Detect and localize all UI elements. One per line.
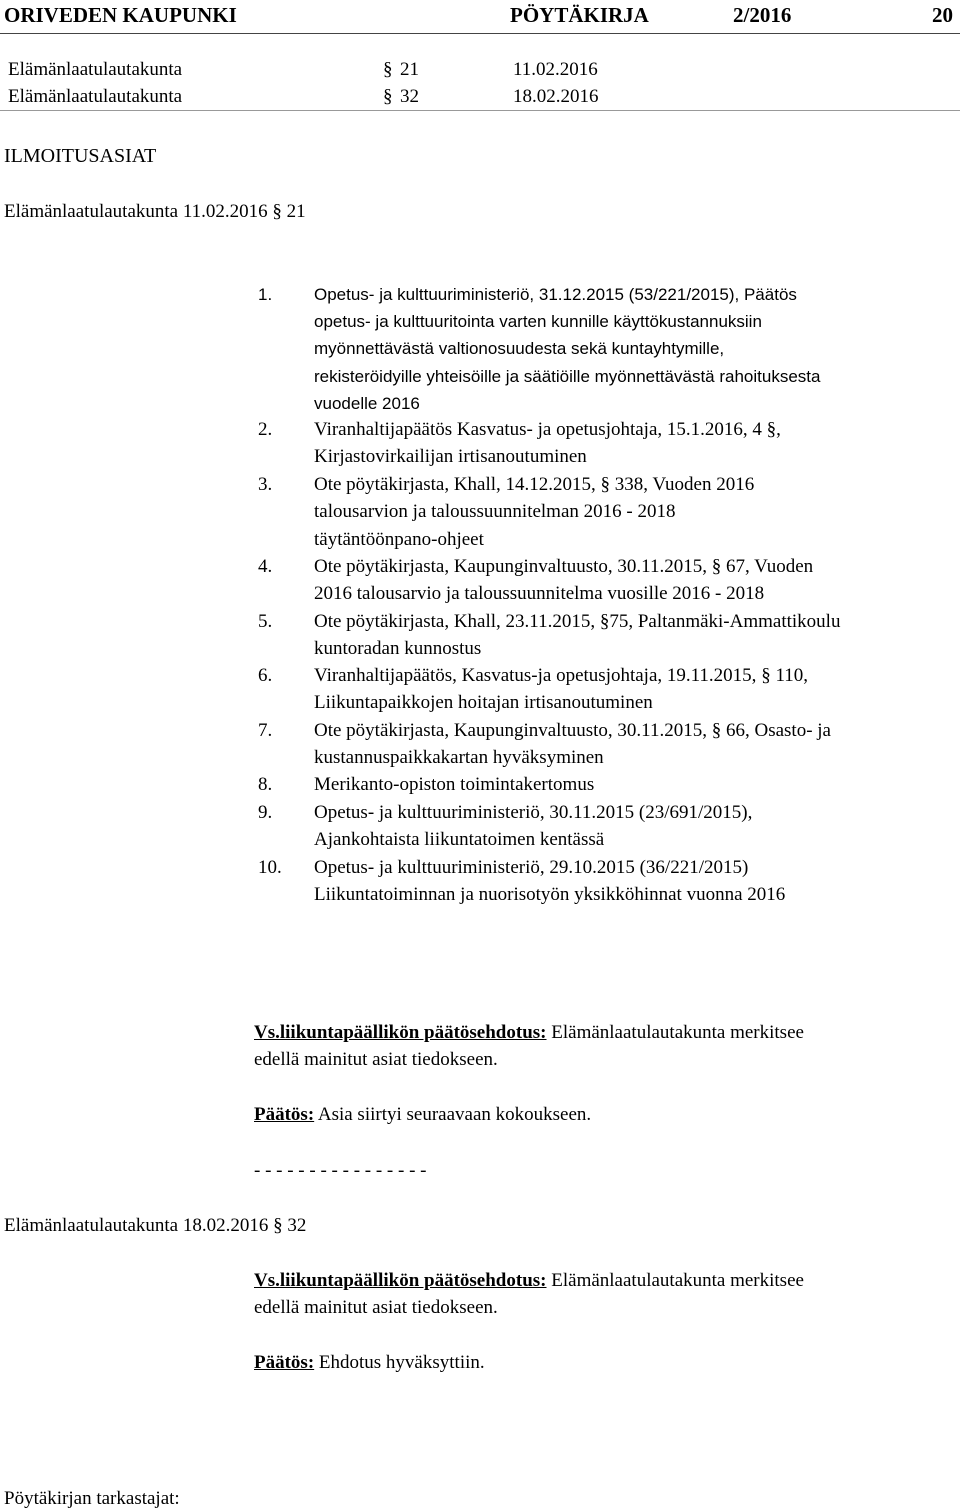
list-item-text: täytäntöönpano-ohjeet [314,529,484,550]
decision-1 [254,1102,591,1128]
proposal-line-2: edellä mainitut asiat tiedokseen. [254,1049,498,1070]
list-item-line: 67, Vuoden [725,556,814,577]
proposal-line-1 [254,1020,804,1046]
separator: - - - - - - - - - - - - - - - - [254,1160,427,1181]
list-item-text [314,472,754,498]
proposal-label: Vs.liikuntapäällikön päätösehdotus: [254,1270,547,1291]
list-item-line: Viranhaltijapäätös, Kasvatus-ja opetusjohtaja, 19.11.2015, [314,665,757,686]
list-item-text: kuntoradan kunnostus [314,638,482,659]
section-symbol: § [599,611,610,632]
proposal-line-1 [254,1268,804,1294]
meeting-section-2: 32 [400,86,419,107]
section-symbol: § [383,86,393,107]
meeting-body-2: Elämänlaatulautakunta [8,86,183,107]
list-item-text: 2016 talousarvio ja taloussuunnitelma vuosille 2016 - 2018 [314,583,765,604]
proposal-label: Vs.liikuntapäällikön päätösehdotus: [254,1022,547,1043]
list-item-text [314,417,781,443]
list-item-text: Ajankohtaista liikuntatoimen kentässä [314,829,605,850]
list-number: 3. [258,474,273,495]
header-rule [0,33,960,34]
org-name: ORIVEDEN KAUPUNKI [4,3,237,27]
proposal-line-2: edellä mainitut asiat tiedokseen. [254,1297,498,1318]
section-symbol: § [272,201,282,222]
list-item-text: rekisteröidyille yhteisöille ja säätiöille myönnettävästä rahoituksesta [314,367,821,386]
case-heading-2 [4,1213,306,1239]
list-item-text: Opetus- ja kulttuuriministeriö, 29.10.2015 (36/221/2015) [314,857,749,878]
list-number: 10. [258,857,282,878]
meeting-date-2: 18.02.2016 [513,86,599,107]
proposal-text: Elämänlaatulautakunta merkitsee [551,1270,804,1291]
page-number: 20 [932,3,953,27]
decision-label: Päätös: [254,1352,315,1373]
list-item-text: Liikuntatoiminnan ja nuorisotyön yksikköhinnat vuonna 2016 [314,884,786,905]
list-item-text: Opetus- ja kulttuuriministeriö, 30.11.2015 (23/691/2015), [314,802,753,823]
decision-label: Päätös: [254,1104,315,1125]
list-number: 1. [258,285,273,304]
list-item-line: Viranhaltijapäätös Kasvatus- ja opetusjohtaja, 15.1.2016, 4 [314,419,762,440]
list-item-punct: , [776,419,781,440]
list-number: 4. [258,556,273,577]
decision-text: Asia siirtyi seuraavaan kokoukseen. [317,1104,592,1125]
list-item-text [314,554,813,580]
list-number: 5. [258,611,273,632]
decision-2 [254,1350,485,1376]
list-item-text [314,609,840,635]
section-title: ILMOITUSASIAT [4,145,157,167]
list-number: 8. [258,774,273,795]
list-item-line: 75, Paltanmäki-Ammattikoulu [609,611,841,632]
list-item-text: Liikuntapaikkojen hoitajan irtisanoutuminen [314,692,653,713]
decision-text: Ehdotus hyväksyttiin. [318,1352,485,1373]
case-heading-body: Elämänlaatulautakunta 11.02.2016 [4,201,268,222]
section-symbol: § [711,556,722,577]
list-number: 2. [258,419,273,440]
list-item-line: Ote pöytäkirjasta, Kaupunginvaltuusto, 30.11.2015, [314,556,707,577]
list-item-text: vuodelle 2016 [314,394,420,413]
list-item-text: opetus- ja kulttuuritointa varten kunnille käyttökustannuksiin [314,312,762,331]
section-symbol: § [761,665,771,686]
section-symbol: § [711,720,722,741]
meetings-rule [0,110,960,111]
list-number: 7. [258,720,273,741]
list-item-text [314,718,831,744]
list-item-text: kustannuspaikkakartan hyväksyminen [314,747,604,768]
section-symbol: § [383,59,393,80]
list-item-line: Ote pöytäkirjasta, Kaupunginvaltuusto, 30.11.2015, [314,720,707,741]
case-heading-1 [4,199,306,225]
section-symbol: § [600,474,611,495]
list-item-text: Merikanto-opiston toimintakertomus [314,774,595,795]
meeting-body-1: Elämänlaatulautakunta [8,59,183,80]
list-item-line: 338, Vuoden 2016 [614,474,755,495]
list-item-text: talousarvion ja taloussuunnitelman 2016 - 2018 [314,501,676,522]
section-symbol: § [273,1215,283,1236]
reviewers-label: Pöytäkirjan tarkastajat: [4,1488,180,1509]
meeting-date-1: 11.02.2016 [513,59,598,80]
list-item-text: Opetus- ja kulttuuriministeriö, 31.12.2015 (53/221/2015), Päätös [314,285,797,304]
list-item-text [314,663,808,689]
list-number: 6. [258,665,273,686]
doc-number: 2/2016 [733,3,792,27]
list-item-text: myönnettävästä valtionosuudesta sekä kuntayhtymille, [314,339,725,358]
list-item-line: Ote pöytäkirjasta, Khall, 14.12.2015, [314,474,596,495]
meeting-section-1: 21 [400,59,419,80]
list-number: 9. [258,802,273,823]
proposal-text: Elämänlaatulautakunta merkitsee [551,1022,804,1043]
list-item-line: 110, [775,665,808,686]
list-item-line: 66, Osasto- ja [725,720,831,741]
section-symbol: § [766,419,777,440]
doc-type: PÖYTÄKIRJA [510,3,649,27]
case-heading-section: 21 [286,201,306,222]
list-item-text: Kirjastovirkailijan irtisanoutuminen [314,446,587,467]
list-item-line: Ote pöytäkirjasta, Khall, 23.11.2015, [314,611,596,632]
case-heading-body: Elämänlaatulautakunta 18.02.2016 [4,1215,269,1236]
case-heading-section: 32 [287,1215,307,1236]
